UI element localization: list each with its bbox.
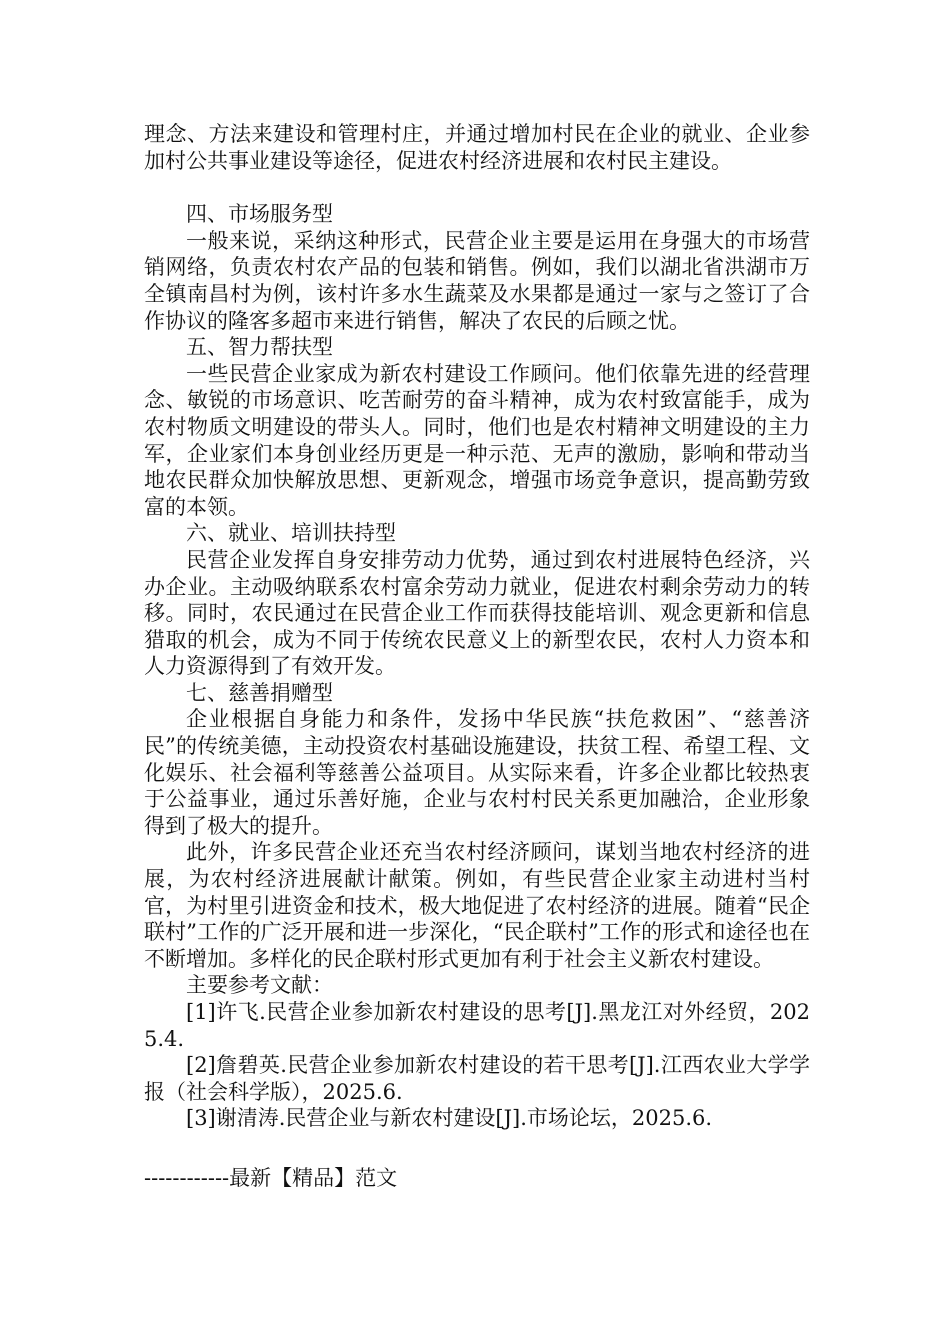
section-body-market-service: 一般来说，采纳这种形式，民营企业主要是运用在身强大的市场营销网络，负责农村农产品的包装和销售。例如，我们以湖北省洪湖市万全镇南昌村为例，该村许多水生蔬菜及水果都是通过一家与之签订了合作协议的隆客多超市来进行销售，解决了农民的后顾之忧。 [144,228,810,333]
section-heading-charity-donation: 七、慈善捐赠型 [186,680,333,705]
references-heading: 主要参考文献： [186,973,333,998]
section-body-charity-donation: 企业根据自身能力和条件，发扬中华民族“扶危救困”、“慈善济民”的传统美德，主动投资农村基础设施建设，扶贫工程、希望工程、文化娱乐、社会福利等慈善公益项目。从实际来看，许多企业都比较热衷于公益事业，通过乐善好施，企业与农村村民关系更加融洽，企业形象得到了极大的提升。 [144,707,810,838]
section-body-intellectual-support: 一些民营企业家成为新农村建设工作顾问。他们依靠先进的经营理念、敏锐的市场意识、吃苦耐劳的奋斗精神，成为农村致富能手，成为农村物质文明建设的带头人。同时，他们也是农村精神文明建设的主力军，企业家们本身创业经历更是一种示范、无声的激励，影响和带动当地农民群众加快解放思想、更新观念，增强市场竞争意识，提高勤劳致富的本领。 [144,361,810,519]
section-heading-market-service: 四、市场服务型 [186,202,333,227]
section-heading-employment-training: 六、就业、培训扶持型 [186,521,396,546]
page-footer: ------------最新【精品】范文 [144,1166,398,1190]
reference-item-3: [3]谢清涛.民营企业与新农村建设[J].市场论坛，2025.6. [186,1106,713,1131]
reference-item-2: [2]詹碧英.民营企业参加新农村建设的若干思考[J].江西农业大学学报（社会科学版），2025.6. [144,1053,810,1104]
section-body-employment-training: 民营企业发挥自身安排劳动力优势，通过到农村进展特色经济，兴办企业。主动吸纳联系农村富余劳动力就业，促进农村剩余劳动力的转移。同时，农民通过在民营企业工作而获得技能培训、观念更新和信息猎取的机会，成为不同于传统农民意义上的新型农民，农村人力资本和人力资源得到了有效开发。 [144,547,810,679]
intro-paragraph: 理念、方法来建设和管理村庄，并通过增加村民在企业的就业、企业参加村公共事业建设等途径，促进农村经济进展和农村民主建设。 [144,122,810,173]
section-heading-intellectual-support: 五、智力帮扶型 [186,335,333,360]
paragraph-gap [144,174,810,201]
reference-item-1: [1]许飞.民营企业参加新农村建设的思考[J].黑龙江对外经贸，2025.4. [144,1000,810,1051]
conclusion-paragraph: 此外，许多民营企业还充当农村经济顾问，谋划当地农村经济的进展，为农村经济进展献计献策。例如，有些民营企业家主动进村当村官，为村里引进资金和技术，极大地促进了农村经济的进展。随着“民企联村”工作的广泛开展和进一步深化，“民企联村”工作的形式和途径也在不断增加。多样化的民企联村形式更加有利于社会主义新农村建设。 [144,840,810,971]
